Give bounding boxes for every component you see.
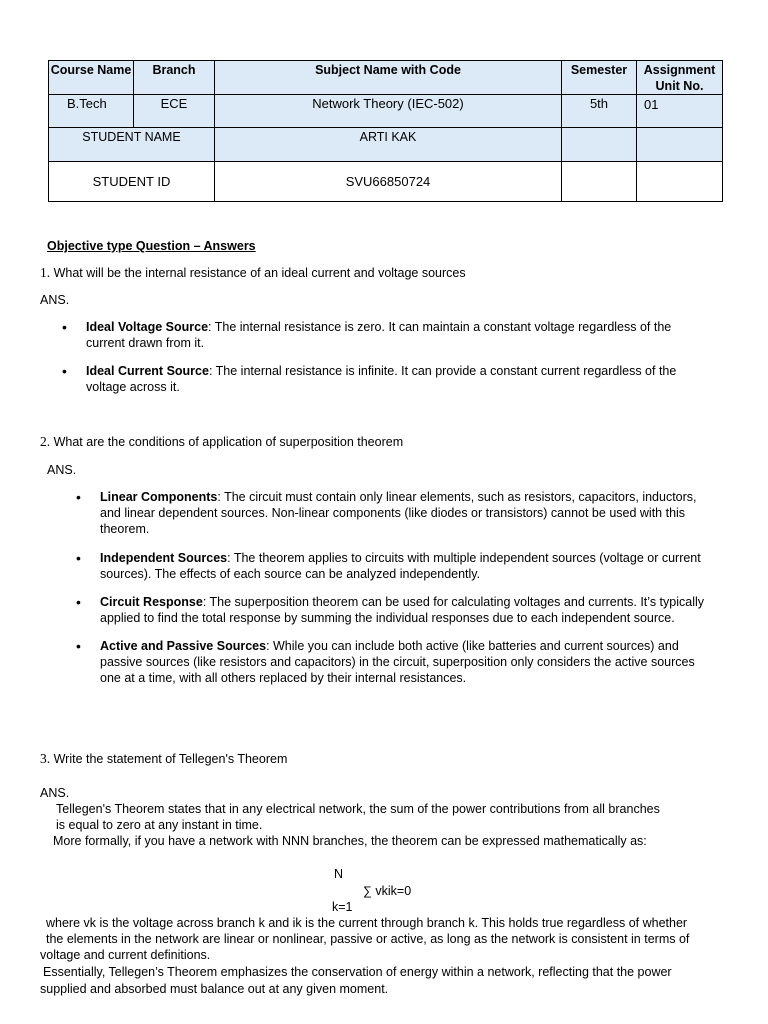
data-row bbox=[49, 95, 723, 128]
question-text: Write the statement of Tellegen's Theorem bbox=[50, 752, 288, 766]
empty-cell bbox=[562, 162, 637, 202]
assignment-header-table bbox=[48, 60, 723, 202]
bullet-icon: • bbox=[62, 319, 67, 335]
answer-label: ANS. bbox=[40, 786, 70, 800]
bullet-text: : The internal resistance is zero. It can maintain a constant voltage regardless of the bbox=[208, 320, 672, 334]
bullet-text: one at a time, with all others replaced by their internal resistances. bbox=[100, 671, 467, 685]
answer-line: the elements in the network are linear or nonlinear, passive or active, as long as the network is consistent in terms of bbox=[46, 932, 690, 946]
bullet-icon: • bbox=[62, 363, 67, 379]
col-subject: Subject Name with Code bbox=[215, 61, 562, 95]
list-item bbox=[62, 363, 722, 399]
student-id-value: SVU66850724 bbox=[215, 162, 562, 202]
bullet-text: sources). The effects of each source can be analyzed independently. bbox=[100, 567, 481, 581]
bullet-text: : The superposition theorem can be used for calculating voltages and currents. It’s typically bbox=[202, 595, 705, 609]
question-text: What are the conditions of application of superposition theorem bbox=[50, 435, 404, 449]
question-number: 2. bbox=[40, 434, 51, 449]
bullet-text: : The internal resistance is infinite. It can provide a constant current regardless of the bbox=[208, 364, 677, 378]
question-text: What will be the internal resistance of an ideal current and voltage sources bbox=[50, 266, 466, 280]
bullet-term: Independent Sources bbox=[100, 551, 228, 565]
answer-line: Tellegen's Theorem states that in any electrical network, the sum of the power contributions from all branches bbox=[56, 802, 660, 816]
empty-cell bbox=[562, 128, 637, 162]
bullet-icon: • bbox=[76, 594, 81, 610]
subject-value: Network Theory (IEC-502) bbox=[215, 95, 562, 128]
answer-line: Essentially, Tellegen’s Theorem emphasizes the conservation of energy within a network, reflecting that the power bbox=[43, 965, 672, 979]
bullet-icon: • bbox=[76, 489, 81, 505]
question-1 bbox=[40, 265, 466, 281]
header-row bbox=[49, 61, 723, 95]
bullet-text: passive sources (like resistors and capacitors) in the circuit, superposition only considers the active sources bbox=[100, 655, 695, 669]
list-item bbox=[76, 489, 736, 541]
answer-line: voltage and current definitions. bbox=[40, 948, 211, 962]
semester-value: 5th bbox=[562, 95, 637, 128]
bullet-text: : While you can include both active (like batteries and current sources) and bbox=[266, 639, 679, 653]
formula: ∑ vkik=0 bbox=[363, 884, 412, 898]
bullet-text: : The theorem applies to circuits with multiple independent sources (voltage or current bbox=[227, 551, 701, 565]
list-item bbox=[76, 638, 736, 690]
answer-label: ANS. bbox=[47, 463, 77, 477]
student-id-row bbox=[49, 162, 723, 202]
question-number: 1. bbox=[40, 265, 51, 280]
student-name-value: ARTI KAK bbox=[215, 128, 562, 162]
student-name-row bbox=[49, 128, 723, 162]
answer-line: is equal to zero at any instant in time. bbox=[56, 818, 263, 832]
bullet-term: Linear Components bbox=[100, 490, 218, 504]
list-item bbox=[76, 550, 736, 586]
col-assignment-unit: Assignment Unit No. bbox=[637, 61, 723, 95]
answer-line: where vk is the voltage across branch k and ik is the current through branch k. This holds true regardless of whether bbox=[46, 916, 688, 930]
answer-label: ANS. bbox=[40, 293, 70, 307]
assignment-value: 01 bbox=[637, 95, 723, 128]
bullet-term: Active and Passive Sources bbox=[100, 639, 267, 653]
bullet-text: applied to find the total response by summing the individual responses due to each independent source. bbox=[100, 611, 675, 625]
col-semester: Semester bbox=[562, 61, 637, 95]
col-course-name: Course Name bbox=[49, 61, 134, 95]
formula-upper-limit: N bbox=[334, 867, 344, 881]
empty-cell bbox=[637, 162, 723, 202]
list-item bbox=[62, 319, 722, 355]
empty-cell bbox=[637, 128, 723, 162]
bullet-text: voltage across it. bbox=[86, 380, 180, 394]
bullet-term: Ideal Voltage Source bbox=[86, 320, 209, 334]
question-2 bbox=[40, 434, 403, 450]
question-number: 3. bbox=[40, 751, 51, 766]
branch-value: ECE bbox=[134, 95, 215, 128]
formula-lower-limit: k=1 bbox=[332, 900, 353, 914]
bullet-text: and linear dependent sources. Non-linear components (like diodes or transistors) cannot be used with this bbox=[100, 506, 686, 520]
student-id-label: STUDENT ID bbox=[49, 162, 215, 202]
answer-line: supplied and absorbed must balance out at any given moment. bbox=[40, 982, 389, 996]
answer-line: More formally, if you have a network with NNN branches, the theorem can be expressed mathematically as: bbox=[53, 834, 647, 848]
bullet-text: theorem. bbox=[100, 522, 150, 536]
section-title: Objective type Question – Answers bbox=[47, 239, 256, 253]
bullet-icon: • bbox=[76, 550, 81, 566]
list-item bbox=[76, 594, 736, 630]
bullet-text: : The circuit must contain only linear elements, such as resistors, capacitors, inductors, bbox=[217, 490, 697, 504]
student-name-label: STUDENT NAME bbox=[49, 128, 215, 162]
course-value: B.Tech bbox=[49, 95, 134, 128]
question-3 bbox=[40, 751, 287, 767]
bullet-term: Circuit Response bbox=[100, 595, 203, 609]
bullet-icon: • bbox=[76, 638, 81, 654]
bullet-text: current drawn from it. bbox=[86, 336, 205, 350]
bullet-term: Ideal Current Source bbox=[86, 364, 209, 378]
col-branch: Branch bbox=[134, 61, 215, 95]
